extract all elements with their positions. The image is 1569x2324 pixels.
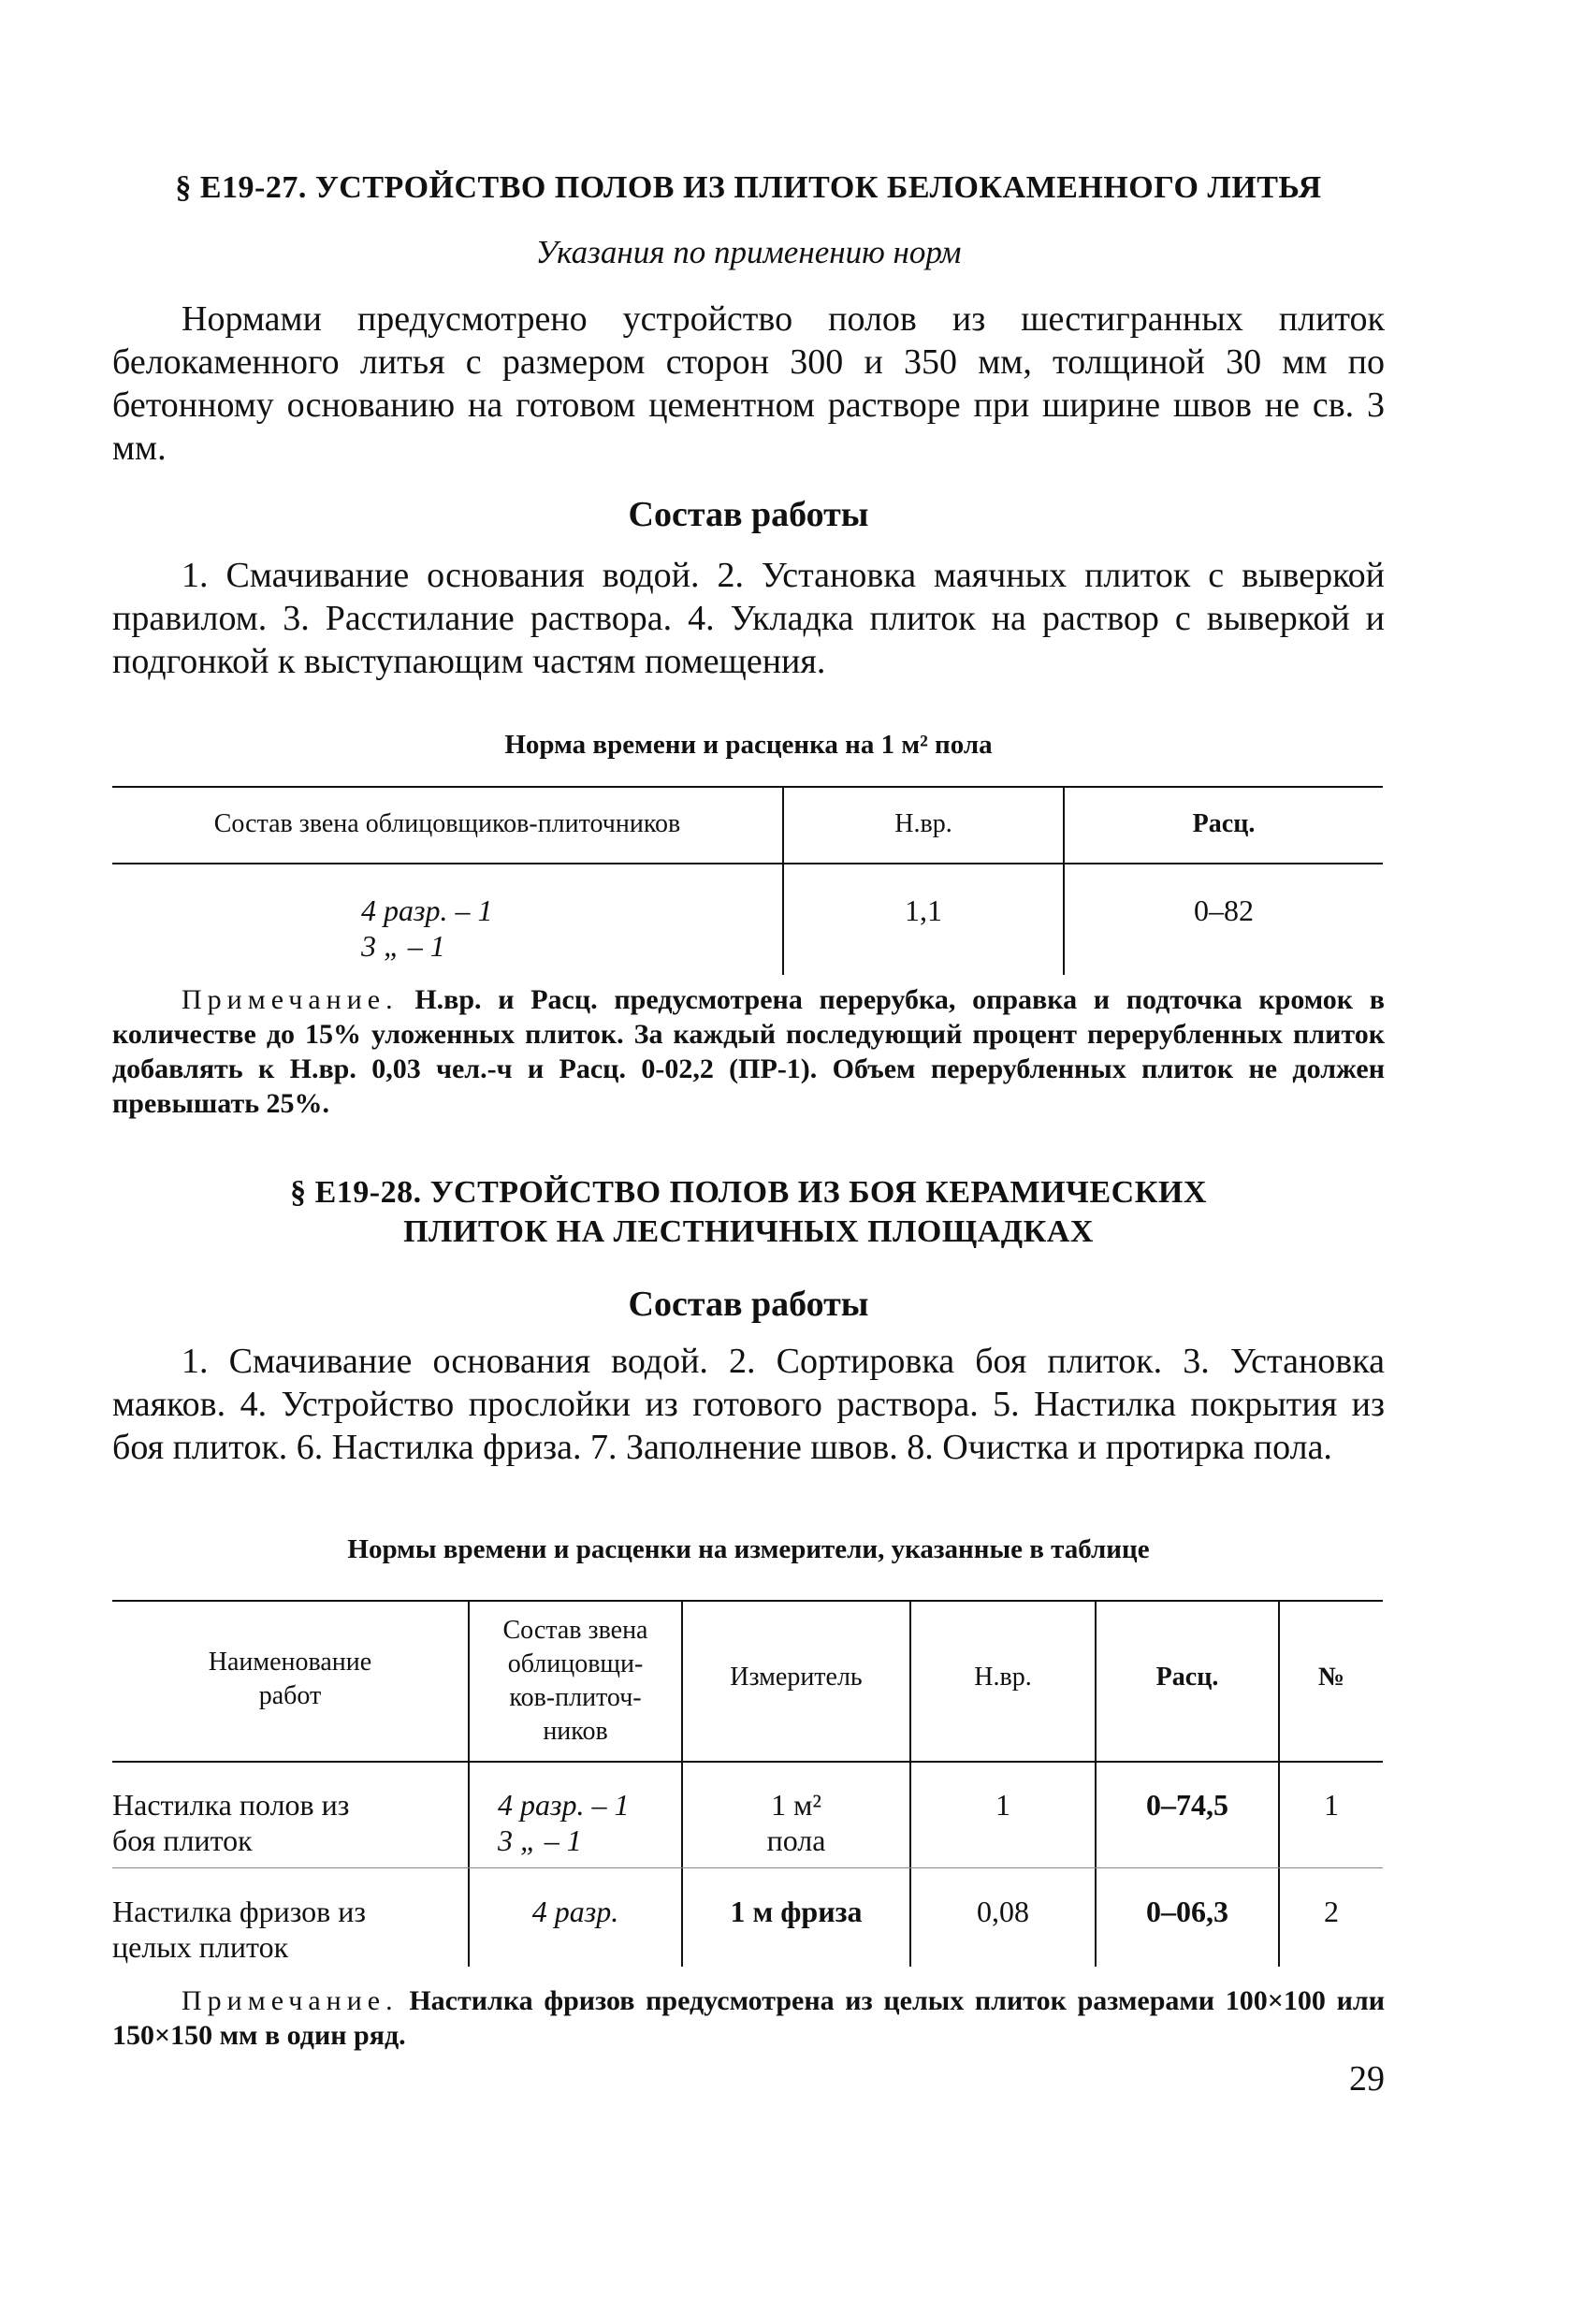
instructions-heading: Указания по применению норм bbox=[535, 234, 962, 270]
table-cell-no: 2 bbox=[1324, 1895, 1339, 1928]
table-header-cell: Расц. bbox=[1192, 809, 1256, 838]
work-paragraph bbox=[112, 1340, 1385, 1469]
note-label: Примечание. bbox=[182, 984, 399, 1015]
work-heading: Состав работы bbox=[628, 495, 869, 534]
table-header-cell: ков-плиточ- bbox=[509, 1683, 642, 1712]
table-header-cell: Состав звена bbox=[502, 1616, 648, 1645]
table-top-rule bbox=[112, 1600, 1383, 1602]
table-cell-nvr: 0,08 bbox=[977, 1895, 1029, 1928]
work-text: 1. Смачивание основания водой. 2. Сортировка боя плиток. 3. Установка маяков. 4. Устройство прослойки из готового раствора. 5. Настилка покрытия из боя плиток. 6. Настилка фриза. 7. Заполнение швов. 8. Очистка и протирка пола. bbox=[112, 1342, 1385, 1467]
table-cell-name: целых плиток bbox=[112, 1930, 289, 1964]
table-header-rule bbox=[112, 1761, 1383, 1763]
table-cell-nvr: 1,1 bbox=[905, 893, 942, 927]
table-cell-nvr: 1 bbox=[995, 1788, 1010, 1822]
section-title: § Е19-28. УСТРОЙСТВО ПОЛОВ ИЗ БОЯ КЕРАМИЧЕСКИХ bbox=[290, 1175, 1207, 1210]
work-text: 1. Смачивание основания водой. 2. Установка маячных плиток с выверкой правилом. 3. Расстилание раствора. 4. Укладка плиток на раствор с выверкой и подгонкой к выступающим частям помещения. bbox=[112, 556, 1385, 681]
table-cell-no: 1 bbox=[1324, 1788, 1339, 1822]
table-header-cell: Состав звена облицовщиков-плиточников bbox=[213, 809, 681, 838]
section-title: ПЛИТОК НА ЛЕСТНИЧНЫХ ПЛОЩАДКАХ bbox=[403, 1214, 1094, 1249]
table-cell-name: боя плиток bbox=[112, 1823, 253, 1857]
note-text: Настилка фризов предусмотрена из целых плиток размерами 100×100 или 150×150 мм в один ряд. bbox=[112, 1985, 1385, 2051]
note-text: Н.вр. и Расц. предусмотрена перерубка, оправка и подточка кромок в количестве до 15% уложенных плиток. За каждый последующий процент перерубленных плиток добавлять к Н.вр. 0,03 чел.-ч и Расц. 0-02,2 (ПР-1). Объем перерубленных плиток не должен превышать 25%. bbox=[112, 984, 1385, 1119]
table-cell-rasc: 0–82 bbox=[1194, 893, 1254, 927]
work-heading: Состав работы bbox=[628, 1285, 869, 1324]
table-header-rule bbox=[112, 863, 1383, 864]
page-number: 29 bbox=[1349, 2059, 1385, 2099]
table-caption: Норма времени и расценка на 1 м² пола bbox=[504, 730, 993, 760]
table-cell-crew: 3 „ – 1 bbox=[361, 929, 445, 963]
table-header-cell: Н.вр. bbox=[894, 809, 952, 838]
note bbox=[112, 982, 1385, 1121]
work-paragraph bbox=[112, 554, 1385, 683]
table-row-divider bbox=[112, 1867, 1383, 1868]
table-cell-unit: пола bbox=[766, 1823, 826, 1857]
note-label: Примечание. bbox=[182, 1985, 399, 2016]
table-cell-crew: 4 разр. – 1 bbox=[361, 893, 493, 927]
table-header-cell: Наименование bbox=[208, 1648, 372, 1677]
table-cell-rasc: 0–74,5 bbox=[1146, 1788, 1228, 1822]
table-cell-name: Настилка фризов из bbox=[112, 1895, 367, 1928]
table-cell-unit: 1 м² bbox=[771, 1788, 821, 1822]
section-title: § Е19-27. УСТРОЙСТВО ПОЛОВ ИЗ ПЛИТОК БЕЛОКАМЕННОГО ЛИТЬЯ bbox=[175, 170, 1322, 205]
table-cell-name: Настилка полов из bbox=[112, 1788, 350, 1822]
table-header-cell: ников bbox=[543, 1717, 608, 1746]
table-header-cell: Измеритель bbox=[730, 1663, 863, 1692]
table-cell-crew: 4 разр. bbox=[531, 1895, 619, 1928]
table-cell-rasc: 0–06,3 bbox=[1146, 1895, 1228, 1928]
table-cell-crew: 3 „ – 1 bbox=[498, 1823, 582, 1857]
instructions-paragraph bbox=[112, 298, 1385, 470]
table-top-rule bbox=[112, 786, 1383, 788]
table-header-cell: Расц. bbox=[1155, 1663, 1219, 1692]
instructions-text: Нормами предусмотрено устройство полов из шестигранных плиток белокаменного литья с размером сторон 300 и 350 мм, толщиной 30 мм по бетонному основанию на готовом цементном растворе при ширине швов не св. 3 мм. bbox=[112, 299, 1385, 468]
table-caption: Нормы времени и расценки на измерители, указанные в таблице bbox=[347, 1534, 1150, 1564]
table-header-cell: Н.вр. bbox=[974, 1663, 1032, 1692]
table-cell-crew: 4 разр. – 1 bbox=[498, 1788, 630, 1822]
table-cell-unit: 1 м фриза bbox=[730, 1895, 863, 1928]
table-header-cell: облицовщи- bbox=[507, 1649, 644, 1678]
table-header-cell: № bbox=[1317, 1663, 1345, 1692]
note bbox=[112, 1983, 1385, 2053]
table-header-cell: работ bbox=[258, 1681, 322, 1710]
